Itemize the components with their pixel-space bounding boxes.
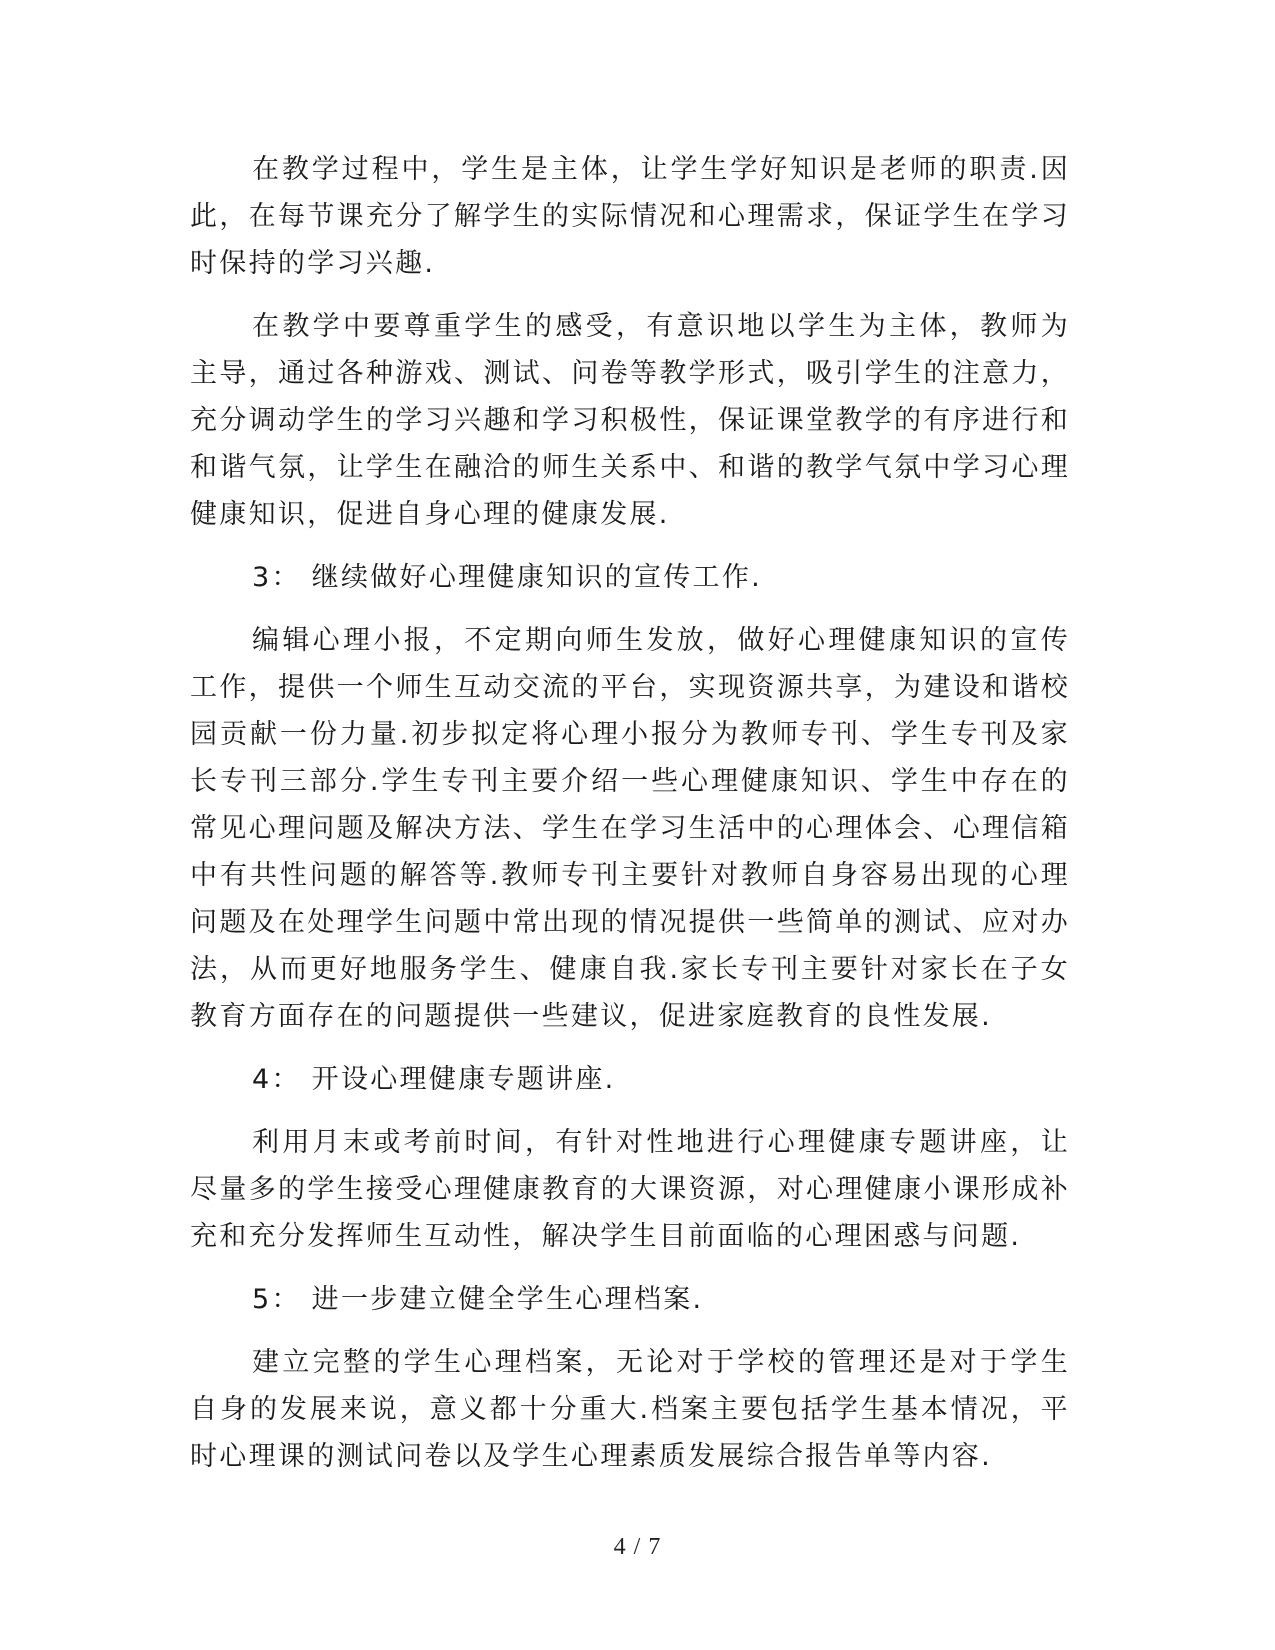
paragraph-teaching-process: 在教学过程中，学生是主体，让学生学好知识是老师的职责.因此，在每节课充分了解学生的实际情况和心理需求，保证学生在学习时保持的学习兴趣. (190, 154, 1070, 279)
section-heading-5: 5： 进一步建立健全学生心理档案. (252, 1284, 704, 1315)
section-heading-3: 3： 继续做好心理健康知识的宣传工作. (252, 562, 763, 593)
paragraph-psychology-newsletter: 编辑心理小报，不定期向师生发放，做好心理健康知识的宣传工作，提供一个师生互动交流的平台，实现资源共享，为建设和谐校园贡献一份力量.初步拟定将心理小报分为教师专刊、学生专刊及家长专刊三部分.学生专刊主要介绍一些心理健康知识、学生中存在的常见心理问题及解决方法、学生在学习生活中的心理体会、心理信箱中有共性问题的解答等.教师专刊主要针对教师自身容易出现的心理问题及在处理学生问题中常出现的情况提供一些简单的测试、应对办法，从而更好地服务学生、健康自我.家长专刊主要针对家长在子女教育方面存在的问题提供一些建议，促进家庭教育的良性发展. (190, 625, 1070, 1032)
document-body (190, 146, 1070, 1496)
paragraph-lectures: 利用月末或考前时间，有针对性地进行心理健康专题讲座，让尽量多的学生接受心理健康教育的大课资源，对心理健康小课形成补充和充分发挥师生互动性，解决学生目前面临的心理困惑与问题. (190, 1127, 1070, 1252)
page-number: 4 / 7 (613, 1534, 662, 1560)
section-heading-4: 4： 开设心理健康专题讲座. (252, 1064, 616, 1095)
paragraph-respect-students: 在教学中要尊重学生的感受，有意识地以学生为主体，教师为主导，通过各种游戏、测试、问卷等教学形式，吸引学生的注意力，充分调动学生的学习兴趣和学习积极性，保证课堂教学的有序进行和和谐气氛，让学生在融洽的师生关系中、和谐的教学气氛中学习心理健康知识，促进自身心理的健康发展. (190, 311, 1070, 530)
paragraph-student-archives: 建立完整的学生心理档案，无论对于学校的管理还是对于学生自身的发展来说，意义都十分重大.档案主要包括学生基本情况，平时心理课的测试问卷以及学生心理素质发展综合报告单等内容. (190, 1347, 1070, 1472)
